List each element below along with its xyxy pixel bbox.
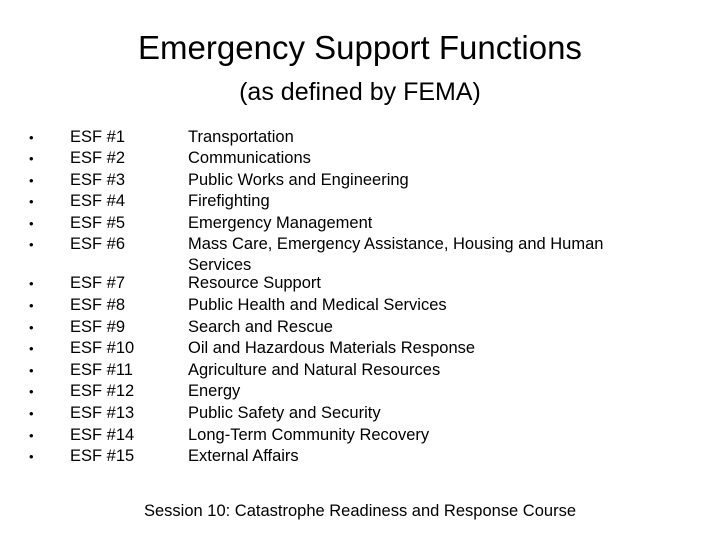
esf-number: ESF #7 — [70, 274, 126, 292]
esf-name: Search and Rescue — [188, 318, 333, 336]
esf-number: ESF #9 — [70, 318, 126, 336]
slide-subtitle: (as defined by FEMA) — [239, 78, 481, 106]
bullet-icon: • — [29, 428, 34, 443]
bullet-icon: • — [29, 216, 34, 231]
bullet-icon: • — [29, 173, 34, 188]
bullet-icon: • — [29, 298, 34, 313]
bullet-icon: • — [29, 363, 34, 378]
esf-name: Long-Term Community Recovery — [188, 426, 430, 444]
esf-name: Communications — [188, 149, 311, 167]
esf-name: Agriculture and Natural Resources — [188, 361, 441, 379]
esf-number: ESF #15 — [70, 447, 135, 465]
bullet-icon: • — [29, 237, 34, 252]
esf-name: Oil and Hazardous Materials Response — [188, 339, 476, 357]
bullet-icon: • — [29, 341, 34, 356]
esf-number: ESF #4 — [70, 192, 126, 210]
esf-number: ESF #2 — [70, 149, 126, 167]
esf-number: ESF #8 — [70, 296, 126, 314]
slide-footer: Session 10: Catastrophe Readiness and Response Course — [143, 502, 576, 520]
bullet-icon: • — [29, 320, 34, 335]
esf-number: ESF #3 — [70, 171, 126, 189]
esf-name: Emergency Management — [188, 214, 373, 232]
esf-name: Resource Support — [188, 274, 321, 292]
bullet-icon: • — [29, 449, 34, 464]
esf-number: ESF #1 — [70, 128, 126, 146]
esf-number: ESF #14 — [70, 426, 135, 444]
bullet-icon: • — [29, 406, 34, 421]
esf-name: Transportation — [188, 128, 294, 146]
esf-number: ESF #13 — [70, 404, 135, 422]
esf-number: ESF #5 — [70, 214, 126, 232]
esf-name: Energy — [188, 382, 241, 400]
esf-name: Firefighting — [188, 192, 270, 210]
bullet-icon: • — [29, 276, 34, 291]
esf-number: ESF #11 — [70, 361, 133, 379]
bullet-icon: • — [29, 384, 34, 399]
esf-name: Public Safety and Security — [188, 404, 381, 422]
esf-number: ESF #6 — [70, 235, 126, 253]
bullet-icon: • — [29, 194, 34, 209]
esf-number: ESF #10 — [70, 339, 135, 357]
esf-name: Public Health and Medical Services — [188, 296, 447, 314]
esf-name: External Affairs — [188, 447, 299, 465]
esf-name: Public Works and Engineering — [188, 171, 409, 189]
bullet-icon: • — [29, 151, 34, 166]
esf-number: ESF #12 — [70, 382, 135, 400]
slide-title: Emergency Support Functions — [138, 29, 582, 66]
bullet-icon: • — [29, 130, 34, 145]
esf-name: Mass Care, Emergency Assistance, Housing and Human Services — [188, 235, 604, 274]
